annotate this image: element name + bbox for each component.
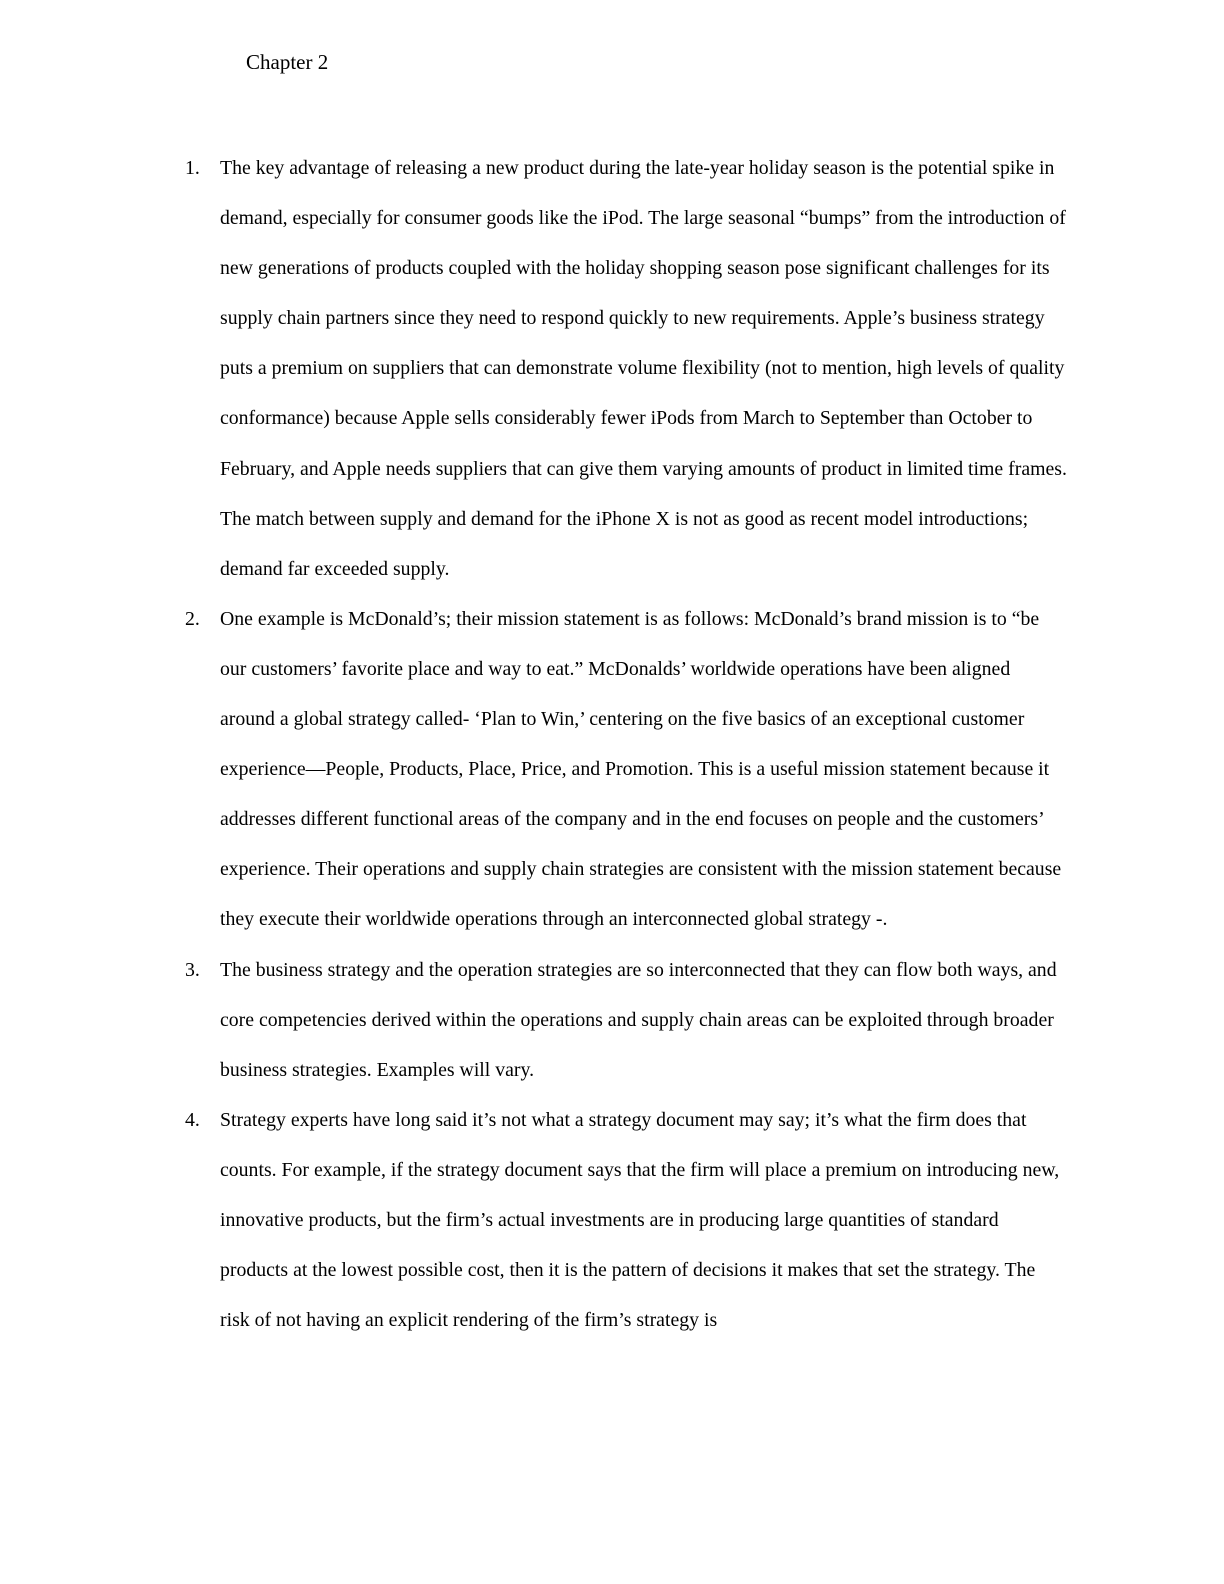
answer-text: One example is McDonald’s; their mission statement is as follows: McDonald’s brand mission is to “be our customers’ favorite place and way to eat.” McDonalds’ worldwide operations have been aligned around a global strategy called- ‘Plan to Win,’ centering on the five basics of an exceptional customer experience—People, Products, Place, Price, and Promotion. This is a useful mission statement because it addresses different functional areas of the company and in the end focuses on people and the customers’ experience. Their operations and supply chain strategies are consistent with the mission statement because they execute their worldwide operations through an interconnected global strategy -. (220, 607, 1062, 931)
answer-list (178, 143, 1068, 1345)
chapter-heading: Chapter 2 (246, 50, 329, 74)
answer-item-1 (178, 143, 1068, 594)
answer-item-4 (178, 1095, 1068, 1345)
answer-item-3 (178, 945, 1068, 1095)
answer-number: 2. (185, 607, 200, 630)
answer-number: 1. (185, 157, 200, 179)
answer-number: 3. (185, 958, 200, 981)
answer-text: The key advantage of releasing a new product during the late-year holiday season is the potential spike in demand, especially for consumer goods like the iPod. The large seasonal “bumps” from the introduction of new generations of products coupled with the holiday shopping season pose significant challenges for its supply chain partners since they need to respond quickly to new requirements. Apple’s business strategy puts a premium on suppliers that can demonstrate volume flexibility (not to mention, high levels of quality conformance) because Apple sells considerably fewer iPods from March to September than October to February, and Apple needs suppliers that can give them varying amounts of product in limited time frames. The match between supply and demand for the iPhone X is not as good as recent model introductions; demand far exceeded supply. (220, 157, 1067, 580)
answer-text: The business strategy and the operation strategies are so interconnected that they can flow both ways, and core competencies derived within the operations and supply chain areas can be exploited through broader business strategies. Examples will vary. (220, 958, 1057, 1081)
answer-number: 4. (185, 1108, 200, 1131)
answer-item-2 (178, 594, 1068, 945)
answer-text: Strategy experts have long said it’s not what a strategy document may say; it’s what the firm does that counts. For example, if the strategy document says that the firm will place a premium on introducing new, innovative products, but the firm’s actual investments are in producing large quantities of standard products at the lowest possible cost, then it is the pattern of decisions it makes that set the strategy. The risk of not having an explicit rendering of the firm’s strategy is (220, 1108, 1060, 1332)
